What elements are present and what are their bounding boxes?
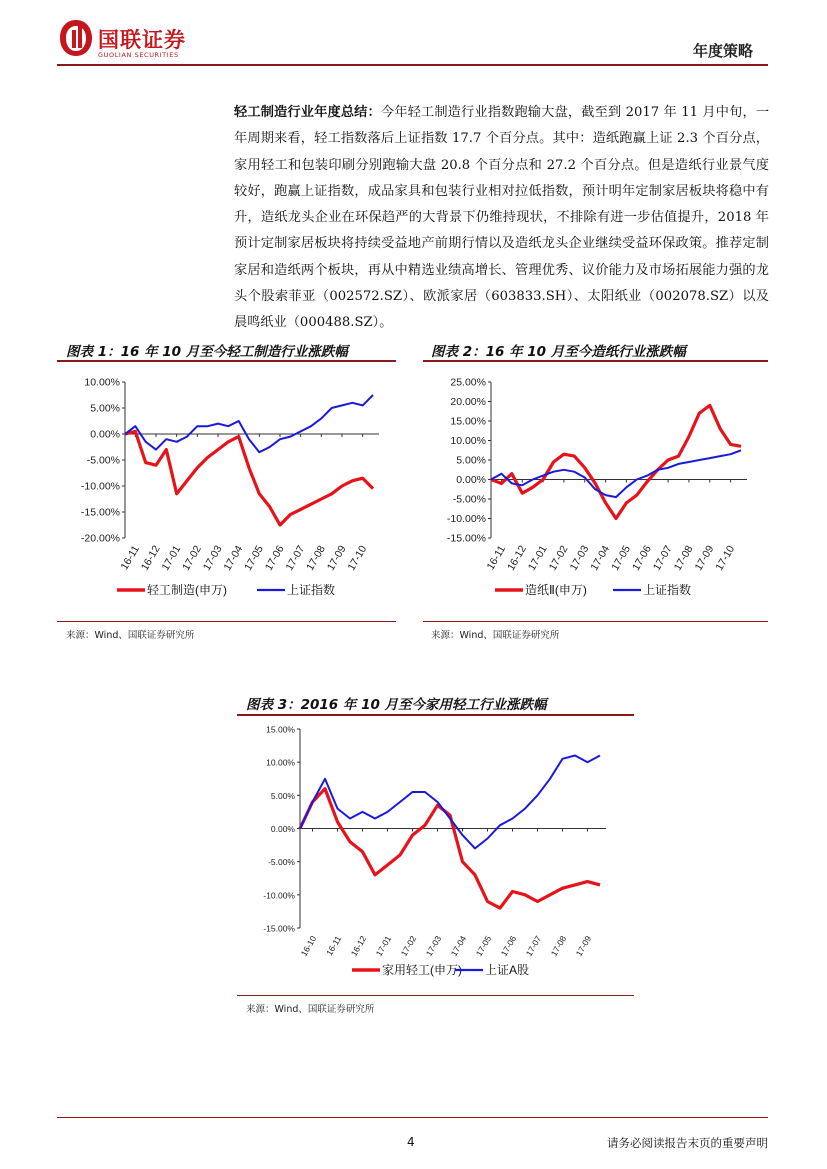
logo-text-cn: 国联证券 <box>98 28 186 52</box>
x-tick-label: 17-03 <box>200 543 225 573</box>
legend-label: 上证指数 <box>643 583 692 597</box>
x-tick-label: 17-06 <box>262 543 287 573</box>
y-tick-label: -5.00% <box>268 857 295 868</box>
figure-3-source-line <box>237 995 634 996</box>
x-tick-label: 17-06 <box>630 543 654 573</box>
x-tick-label: 17-09 <box>573 934 594 958</box>
legend-label: 上证指数 <box>287 583 336 597</box>
x-tick-label: 17-10 <box>713 543 738 573</box>
figure-3-source: 来源：Wind、国联证券研究所 <box>246 1004 375 1015</box>
legend-label: 家用轻工(申万) <box>382 963 462 977</box>
x-tick-label: 17-04 <box>448 934 469 958</box>
y-tick-label: -15.00% <box>263 923 295 934</box>
y-tick-label: 0.00% <box>270 824 295 834</box>
series-line-1 <box>125 431 373 525</box>
series-line-1 <box>491 405 741 518</box>
x-tick-label: 17-02 <box>546 543 571 573</box>
page-number: 4 <box>407 1135 415 1149</box>
footer-divider <box>57 1117 768 1118</box>
figure-3-chart <box>237 720 634 992</box>
y-tick-label: 20.00% <box>450 396 486 408</box>
x-tick-label: 17-07 <box>650 543 675 573</box>
x-tick-label: 17-05 <box>473 934 494 958</box>
figure-2-source: 来源：Wind、国联证券研究所 <box>431 630 560 641</box>
figure-2-top-line <box>423 360 768 362</box>
x-tick-label: 16-11 <box>484 543 509 573</box>
x-tick-label: 17-08 <box>671 543 696 573</box>
x-tick-label: 17-01 <box>159 543 184 573</box>
x-tick-label: 16-12 <box>138 543 163 573</box>
x-tick-label: 17-03 <box>567 543 592 573</box>
y-tick-label: -10.00% <box>446 513 486 525</box>
x-tick-label: 17-08 <box>304 543 328 573</box>
x-tick-label: 17-09 <box>692 543 717 573</box>
y-tick-label: -10.00% <box>80 480 120 493</box>
y-tick-label: -5.00% <box>86 454 120 467</box>
legend-label: 上证A股 <box>485 963 530 977</box>
figure-3-title: 图表 3：2016 年 10 月至今家用轻工行业涨跌幅 <box>246 697 547 713</box>
figure-3-top-line <box>237 714 634 716</box>
x-tick-label: 16-12 <box>505 543 529 573</box>
x-tick-label: 16-11 <box>324 934 344 958</box>
y-tick-label: 15.00% <box>450 415 486 428</box>
y-tick-label: 0.00% <box>90 428 120 441</box>
figure-1-title: 图表 1：16 年 10 月至今轻工制造行业涨跌幅 <box>66 344 348 360</box>
x-tick-label: 17-05 <box>242 543 266 573</box>
series-line-1 <box>300 789 600 908</box>
summary-body: 今年轻工制造行业指数跑输大盘，截至到 2017 年 11 月中旬，一年周期来看，轻工指数落后上证指数 17.7 个百分点。其中：造纸跑赢上证 2.3 个百分点，家用轻工和包装印刷分别跑输大盘 20.8 个百分点和 27.2 个百分点。但是造纸行业景气度较好，跑赢上证指数，成品家具和包装行业相对拉低指数，预计明年定制家居板块将稳中有升，造纸龙头企业在环保趋严的大背景下仍维持现状，不排除有进一步估值提升，2018 年预计定制家居板块将持续受益地产前期行情以及造纸龙头企业继续受益环保政策。推荐定制家居和造纸两个板块，再从中精选业绩高增长、管理优秀、议价能力及市场拓展能力强的龙头个股索菲亚（002572.SZ）、欧派家居（603833.SH）、太阳纸业（002078.SZ）以及晨鸣纸业（000488.SZ）。 <box>234 105 770 331</box>
y-tick-label: 25.00% <box>450 376 486 389</box>
series-line-2 <box>125 395 373 452</box>
x-tick-label: 17-01 <box>525 543 550 573</box>
x-tick-label: 17-03 <box>423 934 444 958</box>
y-tick-label: 0.00% <box>456 474 486 486</box>
figure-1-chart <box>57 366 396 616</box>
header-title: 年度策略 <box>692 42 753 60</box>
legend-label: 轻工制造(申万) <box>147 583 227 597</box>
legend-label: 造纸Ⅱ(申万) <box>525 583 587 597</box>
x-tick-label: 17-02 <box>180 543 204 573</box>
figure-1-top-line <box>57 360 396 362</box>
y-tick-label: 10.00% <box>266 757 295 768</box>
y-tick-label: 15.00% <box>266 724 295 735</box>
logo-mark-icon <box>58 18 94 58</box>
company-logo <box>58 18 218 60</box>
y-tick-label: -15.00% <box>446 532 486 545</box>
figure-1-source-line <box>57 621 396 622</box>
header-divider <box>57 64 768 66</box>
figure-2-source-line <box>423 621 768 622</box>
x-tick-label: 17-01 <box>373 934 394 958</box>
x-tick-label: 17-08 <box>548 934 569 958</box>
summary-paragraph <box>234 100 769 337</box>
y-tick-label: -20.00% <box>80 532 120 545</box>
y-tick-label: 5.00% <box>90 402 120 415</box>
x-tick-label: 17-09 <box>324 543 349 573</box>
x-tick-label: 17-06 <box>498 934 519 958</box>
y-tick-label: 5.00% <box>270 790 295 801</box>
x-tick-label: 17-10 <box>345 543 370 573</box>
x-tick-label: 17-04 <box>221 543 246 573</box>
summary-lead: 轻工制造行业年度总结： <box>234 105 381 120</box>
y-tick-label: -15.00% <box>80 506 120 519</box>
x-tick-label: 17-04 <box>588 543 613 573</box>
footer-disclaimer: 请务必阅读报告末页的重要声明 <box>607 1136 768 1150</box>
y-tick-label: -10.00% <box>263 890 295 901</box>
x-tick-label: 16-11 <box>118 543 142 573</box>
y-tick-label: 10.00% <box>84 376 120 389</box>
x-tick-label: 17-07 <box>523 934 544 958</box>
figure-1-source: 来源：Wind、国联证券研究所 <box>66 630 195 641</box>
y-tick-label: 5.00% <box>456 454 486 467</box>
y-tick-label: 10.00% <box>450 435 486 447</box>
figure-2-title: 图表 2：16 年 10 月至今造纸行业涨跌幅 <box>431 344 686 360</box>
figure-2-chart <box>423 366 768 616</box>
x-tick-label: 17-02 <box>398 934 419 958</box>
x-tick-label: 16-12 <box>348 934 369 958</box>
x-tick-label: 17-05 <box>609 543 634 573</box>
x-tick-label: 16-10 <box>298 934 319 958</box>
x-tick-label: 17-07 <box>283 543 308 573</box>
y-tick-label: -5.00% <box>452 493 486 506</box>
logo-text-en: GUOLIAN SECURITIES <box>98 51 179 59</box>
